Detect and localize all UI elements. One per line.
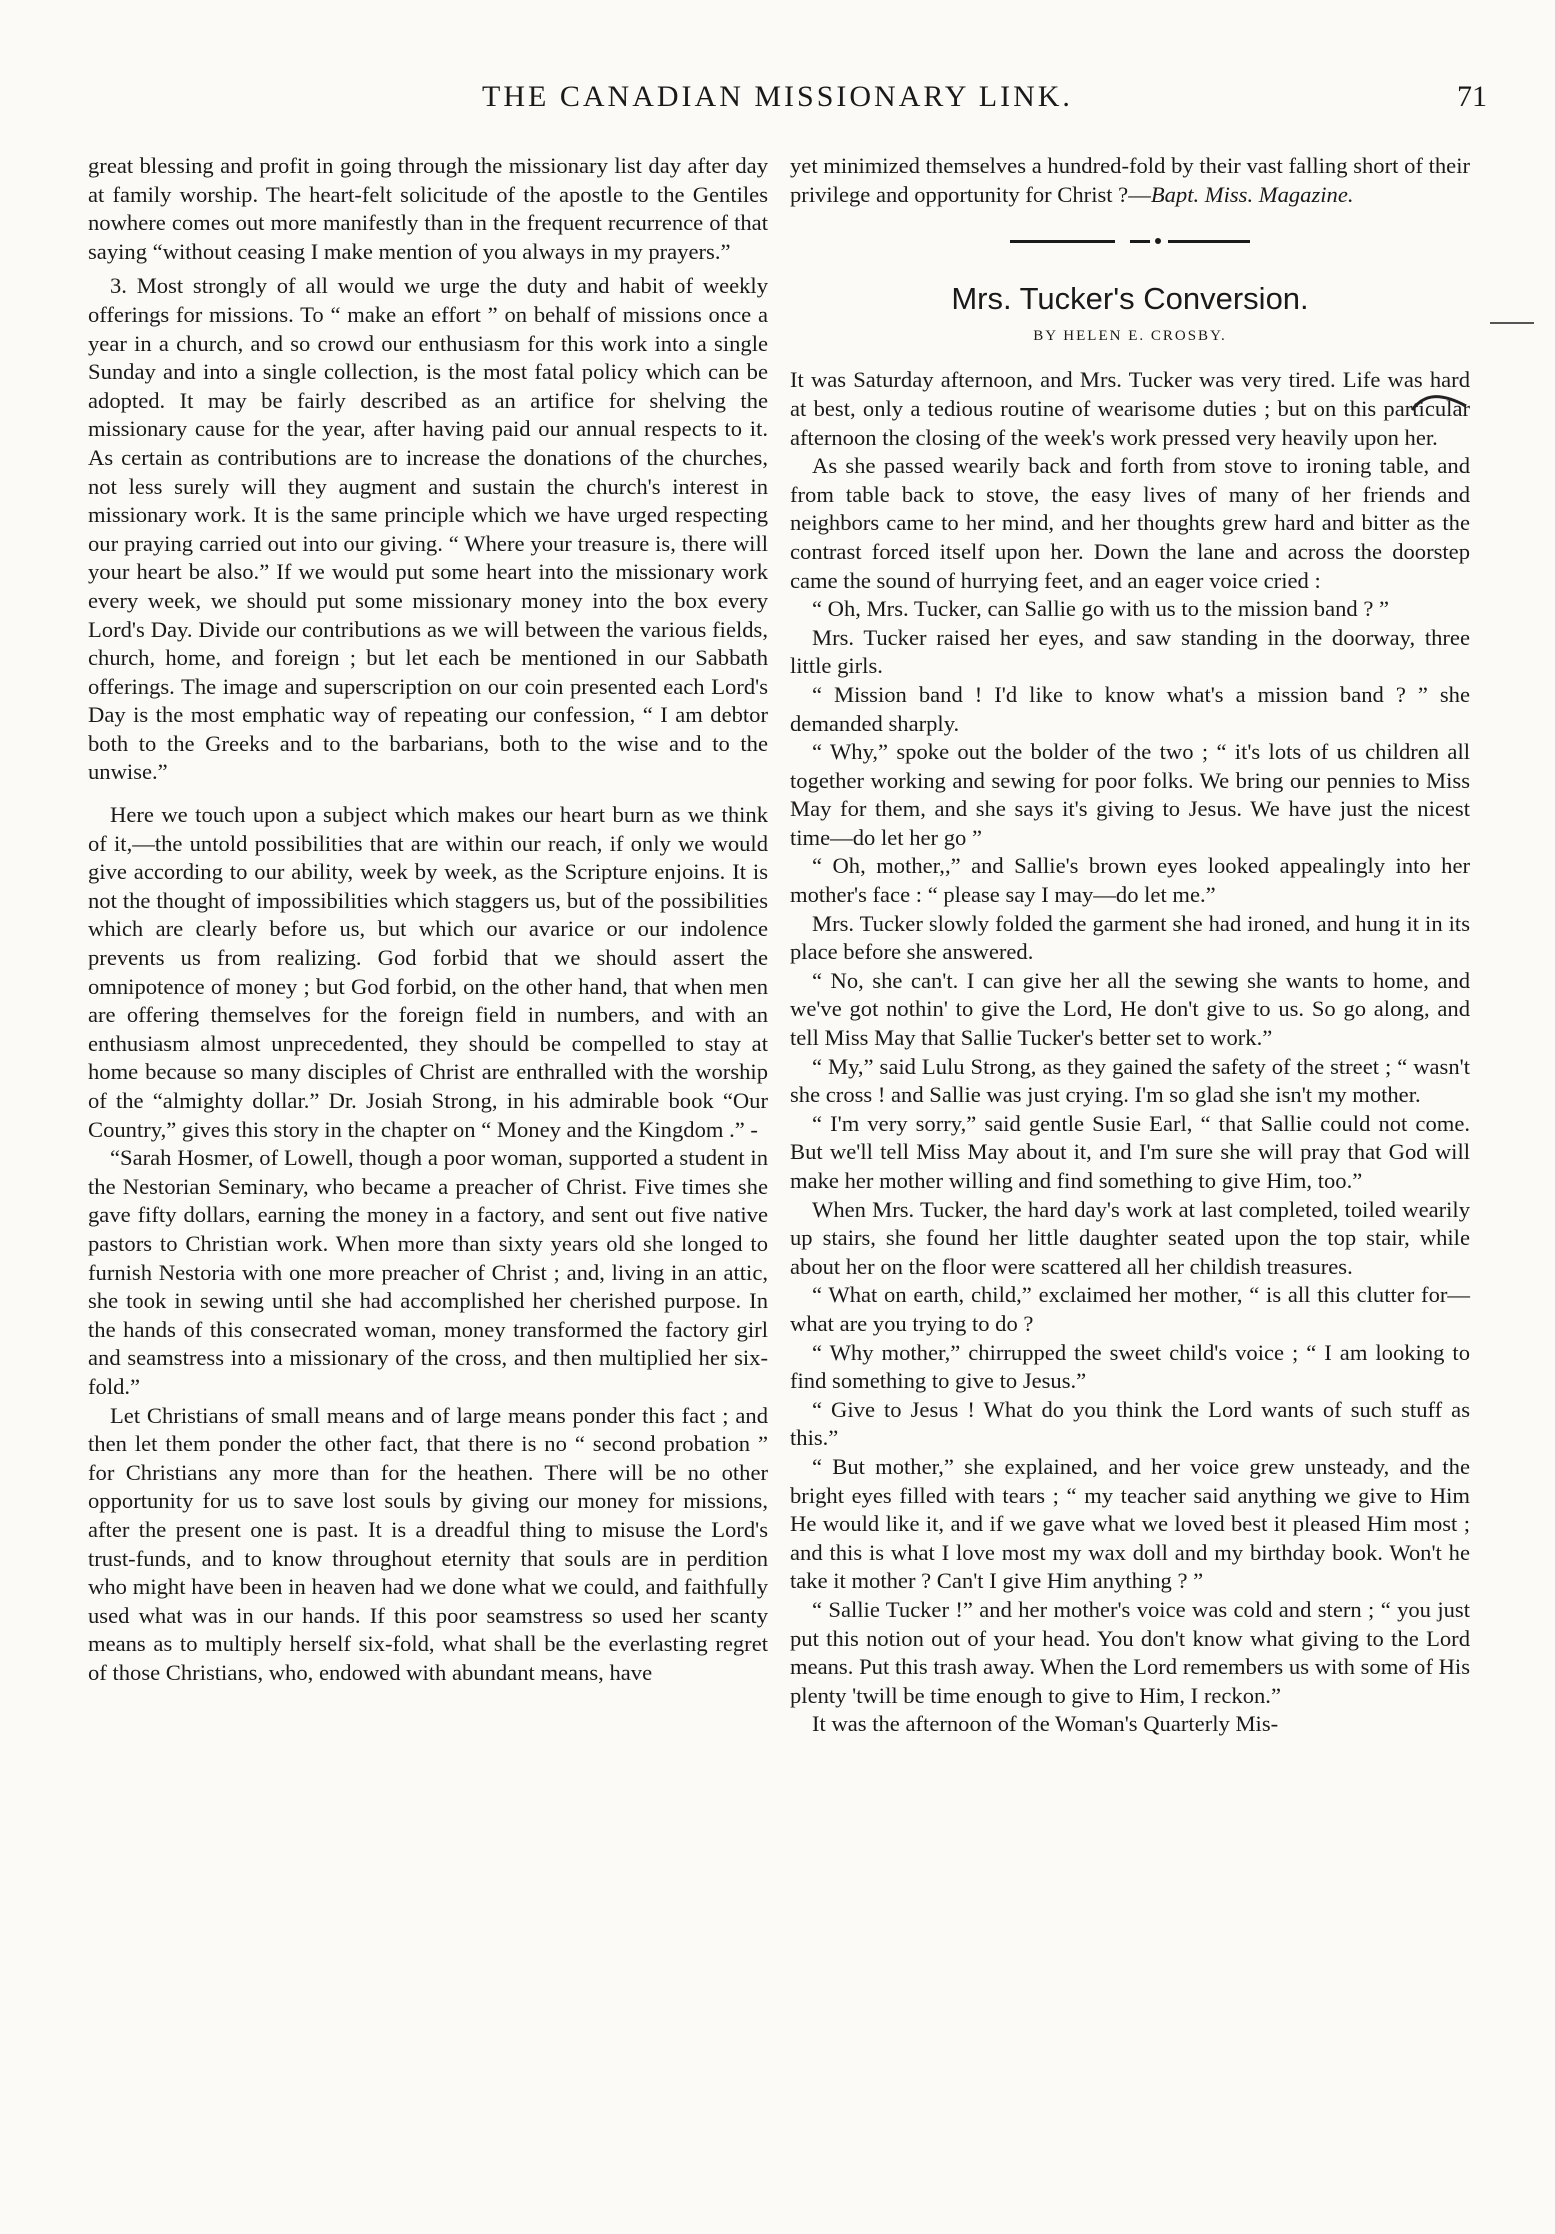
running-title: THE CANADIAN MISSIONARY LINK. (482, 80, 1073, 113)
paragraph: “ Why mother,” chirrupped the sweet child's voice ; “ I am looking to find something to give to Jesus.” (790, 1339, 1470, 1394)
article-title: Mrs. Tucker's Conversion. (951, 281, 1309, 317)
paragraph: great blessing and profit in going through the missionary list day after day at family worship. The heart-felt solicitude of the apostle to the Gentiles nowhere comes out more manifestly than in the frequent recurrence of that saying “without ceasing I make mention of you always in my prayers.” (88, 153, 768, 264)
paragraph: It was Saturday afternoon, and Mrs. Tucker was very tired. Life was hard at best, only a tedious routine of wearisome duties ; but on this particular afternoon the closing of the week's work pressed very heavily upon her. (790, 367, 1470, 450)
paragraph: “ My,” said Lulu Strong, as they gained the safety of the street ; “ wasn't she cross ! and Sallie was just crying. I'm so glad she isn't my mother. (790, 1053, 1470, 1108)
paragraph: Here we touch upon a subject which makes our heart burn as we think of it,—the untold possibilities that are within our reach, if only we would give according to our ability, week by week, as the Scripture enjoins. It is not the thought of impossibilities which staggers us, but of the possibilities which are clearly before us, but which our avarice or our indolence prevents us from realizing. God forbid that we should assert the omnipotence of money ; but God forbid, on the other hand, that when men are offering themselves for the foreign field in numbers, and with an enthusiasm almost unprecedented, they should be compelled to stay at home because so many disciples of Christ are enthralled with the worship of the “almighty dollar.” Dr. Josiah Strong, in his admirable book “Our Country,” gives this story in the chapter on “ Money and the Kingdom .” - (88, 802, 768, 1142)
paragraph: “ Why,” spoke out the bolder of the two ; “ it's lots of us children all together working and sewing for poor folks. We bring our pennies to Miss May for them, and she says it's giving to Jesus. We have just the nicest time—do let her go ” (790, 739, 1470, 850)
paragraph: “ But mother,” she explained, and her voice grew unsteady, and the bright eyes filled with tears ; “ my teacher said anything we give to Him He would like it, and if we gave what we loved best it pleased Him most ; and this is what I love most my wax doll and my birthday book. Won't he take it mother ? Can't I give Him anything ? ” (790, 1453, 1470, 1594)
paragraph: Mrs. Tucker slowly folded the garment she had ironed, and hung it in its place before she answered. (790, 910, 1470, 965)
margin-dash (1490, 322, 1534, 324)
continuation-text: yet minimized themselves a hundred-fold by their vast falling short of their privilege and opportunity for Christ ?— (790, 153, 1470, 207)
paragraph: “ I'm very sorry,” said gentle Susie Earl, “ that Sallie could not come. But we'll tell Miss May about it, and I'm sure she will pray that God will make her mother willing and find something to give Him, too.” (790, 1110, 1470, 1193)
continuation-paragraph (790, 152, 1470, 209)
paragraph: Let Christians of small means and of large means ponder this fact ; and then let them ponder the other fact, that there is no “ second probation ” for Christians any more than for the heathen. There will be no other opportunity for us to save lost souls by giving our money for missions, after the present one is past. It is a dreadful thing to misuse the Lord's trust-funds, and to know throughout eternity that souls are in perdition who might have been in heaven had we done what we could, and faithfully used what was in our hands. If this poor seamstress so used her scanty means as to multiply herself six-fold, what shall be the everlasting regret of those Christians, who, endowed with abundant means, have (88, 1402, 768, 1685)
paragraph: It was the afternoon of the Woman's Quarterly Mis- (812, 1711, 1279, 1737)
byline: BY HELEN E. CROSBY. (1033, 327, 1227, 344)
paragraph: “ Sallie Tucker !” and her mother's voice was cold and stern ; “ you just put this notion out of your head. You don't know what giving to the Lord means. Put this trash away. When the Lord remembers us with some of His plenty 'twill be time enough to give to Him, I reckon.” (790, 1596, 1470, 1708)
right-column (790, 152, 1470, 1739)
paragraph: 3. Most strongly of all would we urge the duty and habit of weekly offerings for missions. To “ make an effort ” on behalf of missions once a year in a church, and so crowd our enthusiasm for this work into a single Sunday and into a single collection, is the most fatal policy which can be adopted. It may be fairly described as an artifice for shelving the missionary cause for the year, after having paid our annual respects to it. As certain as contributions are to increase the donations of the churches, not less surely will they augment and sustain the church's interest in missionary work. It is the same principle which we have urged respecting our praying carried out into our giving. “ Where your treasure is, there will your heart be also.” If we would put some heart into the missionary work every week, we should put some missionary money into the box every Lord's Day. Divide our contributions as we will between the various fields, church, home, and foreign ; but let each be mentioned in our Sabbath offerings. The image and superscription on our coin presented each Lord's Day is the most emphatic way of repeating our confession, “ I am debtor both to the Greeks and to the barbarians, both to the wise and to the unwise.” (88, 273, 768, 785)
paragraph: Mrs. Tucker raised her eyes, and saw standing in the doorway, three little girls. (790, 624, 1470, 679)
page-number: 71 (1457, 80, 1487, 113)
page-header (0, 80, 1555, 130)
pen-mark (1410, 390, 1470, 414)
paragraph: “ Give to Jesus ! What do you think the Lord wants of such stuff as this.” (790, 1396, 1470, 1451)
paragraph: As she passed wearily back and forth from stove to ironing table, and from table back to stove, the easy lives of many of her friends and neighbors came to her mind, and her thoughts grew hard and bitter as the contrast forced itself upon her. Down the lane and across the doorstep came the sound of hurrying feet, and an eager voice cried : (790, 453, 1470, 593)
left-column (88, 152, 768, 1687)
source-citation: Bapt. Miss. Magazine. (1150, 181, 1354, 207)
paragraph: “ No, she can't. I can give her all the sewing she wants to home, and we've got nothin' to give the Lord, He don't give to us. So go along, and tell Miss May that Sallie Tucker's better set to work.” (790, 967, 1470, 1051)
section-divider (1010, 233, 1250, 249)
paragraph: When Mrs. Tucker, the hard day's work at last completed, toiled wearily up stairs, she found her little daughter seated upon the top stair, while about her on the floor were scattered all her childish treasures. (790, 1196, 1470, 1279)
paragraph: “ What on earth, child,” exclaimed her mother, “ is all this clutter for—what are you trying to do ? (790, 1282, 1470, 1336)
paragraph: “Sarah Hosmer, of Lowell, though a poor woman, supported a student in the Nestorian Seminary, who became a preacher of Christ. Five times she gave fifty dollars, earning the money in a factory, and sent out five native pastors to Christian work. When more than sixty years old she longed to furnish Nestoria with one more preacher of Christ ; and, living in an attic, she took in sewing until she had accomplished her cherished purpose. In the hands of this consecrated woman, money transformed the factory girl and seamstress into a missionary of the cross, and then multiplied her six-fold.” (88, 1145, 768, 1399)
paragraph: “ Mission band ! I'd like to know what's a mission band ? ” she demanded sharply. (790, 681, 1470, 736)
paragraph: “ Oh, Mrs. Tucker, can Sallie go with us to the mission band ? ” (812, 596, 1390, 622)
paragraph: “ Oh, mother,,” and Sallie's brown eyes looked appealingly into her mother's face : “ please say I may—do let me.” (790, 853, 1470, 908)
